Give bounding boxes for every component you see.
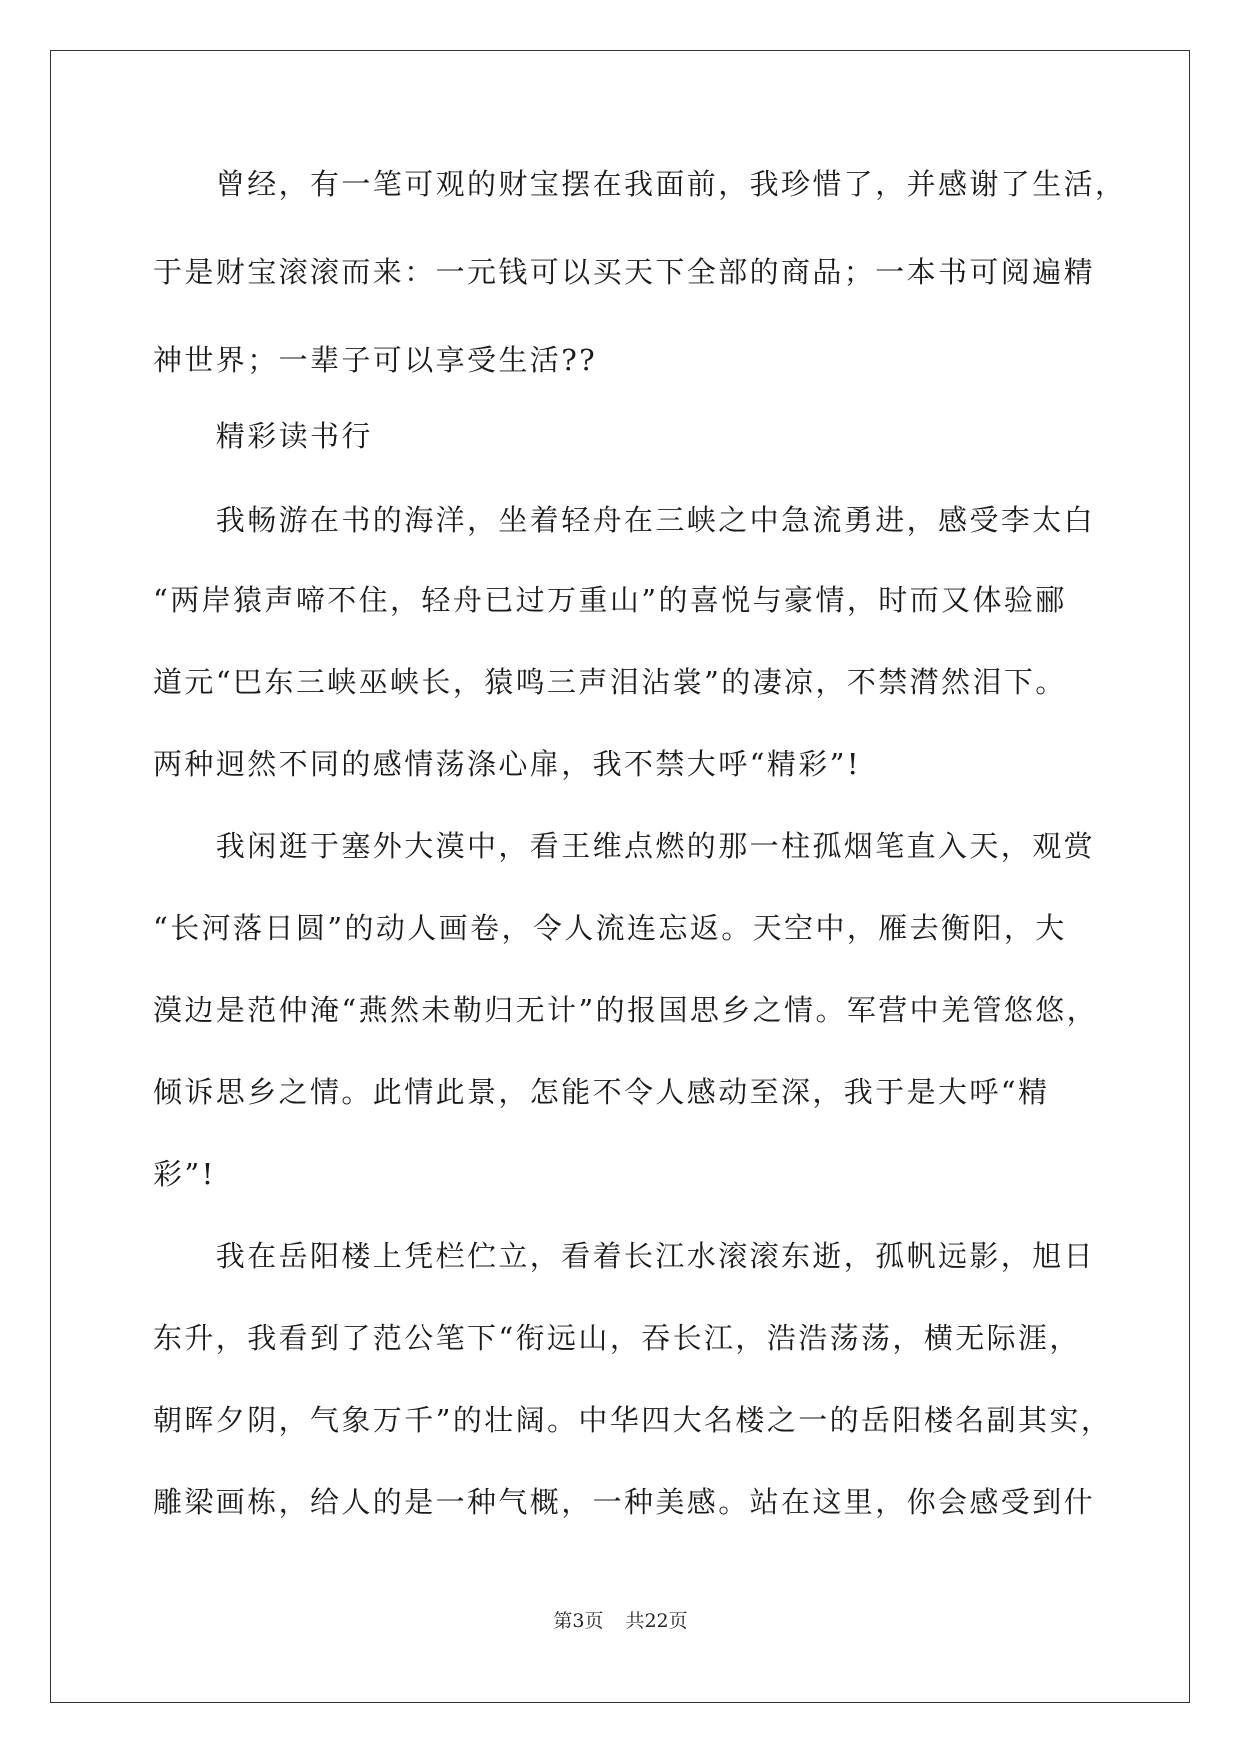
page-footer (0, 1609, 1241, 1633)
paragraph-line: 我闲逛于塞外大漠中，看王维点燃的那一柱孤烟笔直入天，观赏 (153, 829, 1096, 863)
paragraph-line: “长河落日圆”的动人画卷，令人流连忘返。天空中，雁去衡阳，大 (153, 911, 1067, 945)
paragraph-line: 曾经，有一笔可观的财宝摆在我面前，我珍惜了，并感谢了生活， (153, 167, 1127, 201)
page-total: 共22页 (625, 1610, 688, 1632)
paragraph-line: 彩”! (153, 1157, 216, 1191)
paragraph-line: 朝晖夕阴，气象万千”的壮阔。中华四大名楼之一的岳阳楼名副其实， (153, 1403, 1113, 1437)
paragraph-line: “两岸猿声啼不住，轻舟已过万重山”的喜悦与豪情，时而又体验郦 (153, 583, 1067, 617)
paragraph-line: 雕梁画栋，给人的是一种气概，一种美感。站在这里，你会感受到什 (153, 1485, 1096, 1519)
page-border (50, 50, 1190, 1703)
paragraph-line: 于是财宝滚滚而来：一元钱可以买天下全部的商品；一本书可阅遍精 (153, 255, 1096, 289)
paragraph-line: 我畅游在书的海洋，坐着轻舟在三峡之中急流勇进，感受李太白 (153, 503, 1096, 537)
paragraph-line: 道元“巴东三峡巫峡长，猿鸣三声泪沾裳”的凄凉，不禁潸然泪下。 (153, 665, 1067, 699)
paragraph-line: 神世界；一辈子可以享受生活?? (153, 343, 598, 377)
paragraph-line: 我在岳阳楼上凭栏伫立，看着长江水滚滚东逝，孤帆远影，旭日 (153, 1239, 1096, 1273)
paragraph-line: 两种迥然不同的感情荡涤心扉，我不禁大呼“精彩”! (153, 747, 861, 781)
page-number: 第3页 (553, 1610, 604, 1632)
paragraph-line: 倾诉思乡之情。此情此景，怎能不令人感动至深，我于是大呼“精 (153, 1075, 1050, 1109)
paragraph-line: 漠边是范仲淹“燕然未勒归无计”的报国思乡之情。军营中羌管悠悠， (153, 993, 1099, 1027)
section-heading: 精彩读书行 (153, 419, 373, 453)
paragraph-line: 东升，我看到了范公笔下“衔远山，吞长江，浩浩荡荡，横无际涯， (153, 1321, 1081, 1355)
